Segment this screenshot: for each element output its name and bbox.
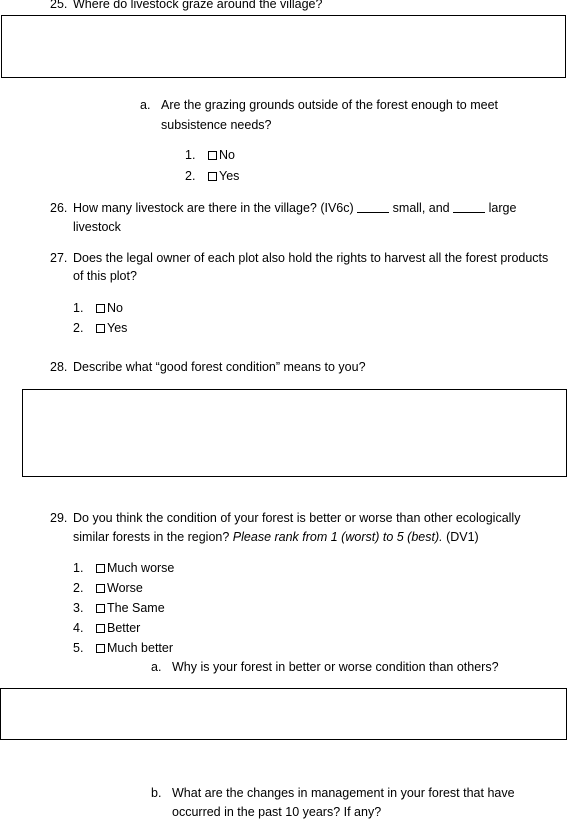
checkbox-icon[interactable] xyxy=(96,624,105,633)
question-number: 29. xyxy=(50,511,68,525)
option-number: 3. xyxy=(73,601,84,615)
option-number: 5. xyxy=(73,641,84,655)
option-number: 1. xyxy=(73,301,84,315)
option-label: Yes xyxy=(219,169,240,183)
sub-letter: a. xyxy=(151,660,162,674)
option-yes[interactable] xyxy=(208,166,239,186)
question-28-text: Describe what “good forest condition” means to you? xyxy=(73,360,366,374)
option-label: Yes xyxy=(107,321,128,335)
sub-letter: b. xyxy=(151,786,162,800)
question-26-text-large: large xyxy=(488,201,517,215)
instruction-text: Please rank from 1 (worst) to 5 (best). xyxy=(232,530,443,544)
option-better[interactable] xyxy=(96,618,140,638)
question-29a-text: Why is your forest in better or worse condition than others? xyxy=(172,660,499,674)
blank-large-input[interactable] xyxy=(453,199,485,213)
option-number: 1. xyxy=(185,148,196,162)
option-no[interactable] xyxy=(96,298,123,318)
question-26-line2: livestock xyxy=(73,220,121,234)
answer-box-q29a[interactable] xyxy=(0,688,567,740)
option-label: Worse xyxy=(107,581,143,595)
question-29-code: (DV1) xyxy=(442,530,479,544)
question-29b-line1: What are the changes in management in your forest that have xyxy=(172,786,515,800)
blank-small-input[interactable] xyxy=(357,199,389,213)
checkbox-icon[interactable] xyxy=(96,644,105,653)
checkbox-icon[interactable] xyxy=(208,151,217,160)
question-26-line1 xyxy=(73,198,516,218)
question-27-line2: of this plot? xyxy=(73,269,137,283)
question-29-text: similar forests in the region? xyxy=(73,530,233,544)
question-number: 27. xyxy=(50,251,68,265)
answer-box-q28[interactable] xyxy=(22,389,567,477)
option-much-better[interactable] xyxy=(96,638,173,658)
checkbox-icon[interactable] xyxy=(208,172,217,181)
option-no[interactable] xyxy=(208,145,235,165)
question-26-text: How many livestock are there in the village? (IV6c) xyxy=(73,201,354,215)
checkbox-icon[interactable] xyxy=(96,304,105,313)
option-worse[interactable] xyxy=(96,578,143,598)
option-label: The Same xyxy=(107,601,165,615)
option-label: Better xyxy=(107,621,141,635)
sub-letter: a. xyxy=(140,98,151,112)
question-29-line2 xyxy=(73,527,479,547)
option-number: 2. xyxy=(73,321,84,335)
option-much-worse[interactable] xyxy=(96,558,174,578)
question-number: 28. xyxy=(50,360,68,374)
answer-box-q25[interactable] xyxy=(1,15,566,78)
question-number: 25. xyxy=(50,0,68,11)
option-number: 4. xyxy=(73,621,84,635)
question-25-text: Where do livestock graze around the village? xyxy=(73,0,323,11)
question-27-line1: Does the legal owner of each plot also hold the rights to harvest all the forest products xyxy=(73,251,549,265)
option-label: No xyxy=(107,301,123,315)
option-label: Much worse xyxy=(107,561,175,575)
checkbox-icon[interactable] xyxy=(96,584,105,593)
question-number: 26. xyxy=(50,201,68,215)
checkbox-icon[interactable] xyxy=(96,604,105,613)
question-26-text-small: small, and xyxy=(392,201,450,215)
question-29-line1: Do you think the condition of your forest is better or worse than other ecologically xyxy=(73,511,521,525)
checkbox-icon[interactable] xyxy=(96,324,105,333)
checkbox-icon[interactable] xyxy=(96,564,105,573)
option-yes[interactable] xyxy=(96,318,127,338)
question-25a-line2: subsistence needs? xyxy=(161,118,272,132)
option-number: 2. xyxy=(73,581,84,595)
option-the-same[interactable] xyxy=(96,598,165,618)
option-label: No xyxy=(219,148,235,162)
option-number: 1. xyxy=(73,561,84,575)
option-label: Much better xyxy=(107,641,174,655)
question-25a-line1: Are the grazing grounds outside of the forest enough to meet xyxy=(161,98,499,112)
question-29b-line2: occurred in the past 10 years? If any? xyxy=(172,805,382,819)
option-number: 2. xyxy=(185,169,196,183)
